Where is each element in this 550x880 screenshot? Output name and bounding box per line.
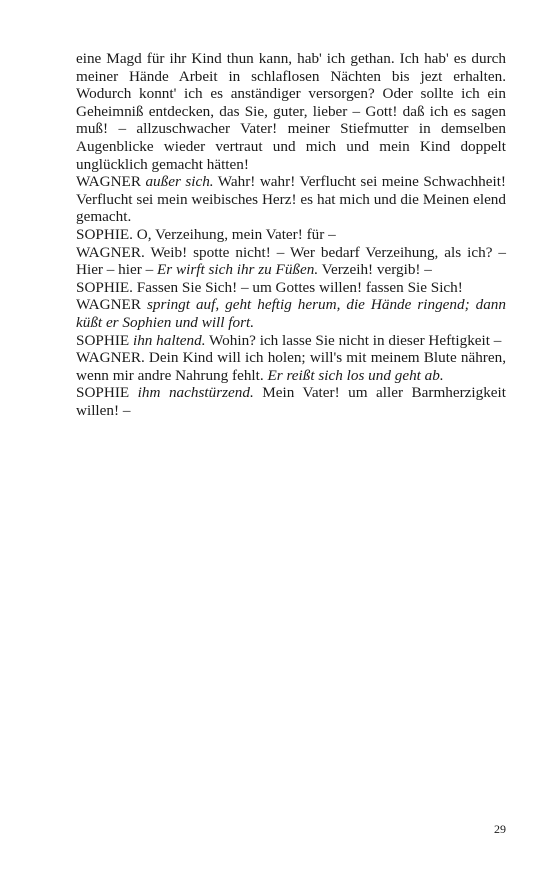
stage-direction: Er wirft sich ihr zu Füßen. <box>156 261 319 279</box>
text-segment: WAGNER. Weib! spotte nicht! – Wer bedarf Verzeihung, als ich? – Hier – hier – <box>76 243 506 279</box>
speaker-name: WAGNER <box>76 173 146 191</box>
speaker-name: SOPHIE <box>76 331 133 349</box>
text-segment: Wahr! wahr! Verflucht sei meine Schwachheit! Verflucht sei mein weibisches Herz! es hat mich und die Meinen elend gemacht. <box>76 173 506 226</box>
paragraph-4 <box>76 244 506 279</box>
paragraph-8 <box>76 349 506 384</box>
stage-direction: ihn haltend. <box>132 331 206 349</box>
stage-direction: springt auf, geht heftig herum, die Hände ringend; dann küßt er Sophien und will fort. <box>76 296 506 331</box>
paragraph-5 <box>76 279 506 297</box>
text-segment: SOPHIE. O, Verzeihung, mein Vater! für – <box>76 225 336 243</box>
paragraph-1 <box>76 50 506 173</box>
text-segment: Wohin? ich lasse Sie nicht in dieser Heftigkeit – <box>205 331 502 349</box>
text-segment: WAGNER. Dein Kind will ich holen; will's mit meinem Blute nähren, wenn mir andre Nahrung fehlt. <box>76 349 506 384</box>
speaker-name: WAGNER <box>76 296 147 314</box>
text-segment: Mein Vater! um aller Barmherzigkeit willen! – <box>76 384 506 419</box>
text-segment: eine Magd für ihr Kind thun kann, hab' ich gethan. Ich hab' es durch meiner Hände Arbeit in schlaflosen Nächten bis jezt erhalten. Wodurch konnt' ich es anständiger versorgen? Oder sollte ich ein Geheimniß entdecken, das Sie, guter, lieber – Gott! daß ich es sagen muß! – allzuschwacher Vater! meiner Stiefmutter in demselben Augenblicke wieder vertraut und mich und mein Kind doppelt unglücklich gemacht hätten! <box>76 50 506 173</box>
stage-direction: außer sich. <box>145 173 214 191</box>
stage-direction: ihm nachstürzend. <box>137 384 254 402</box>
stage-direction: Er reißt sich los und geht ab. <box>267 366 444 384</box>
paragraph-3 <box>76 226 506 244</box>
text-segment: Verzeih! vergib! – <box>318 261 432 279</box>
page-body <box>76 50 506 419</box>
speaker-name: SOPHIE <box>76 384 138 402</box>
text-segment: SOPHIE. Fassen Sie Sich! – um Gottes willen! fassen Sie Sich! <box>76 278 463 296</box>
paragraph-6 <box>76 296 506 331</box>
paragraph-9 <box>76 384 506 419</box>
paragraph-2 <box>76 173 506 226</box>
paragraph-7 <box>76 332 506 350</box>
page-number: 29 <box>494 822 506 836</box>
